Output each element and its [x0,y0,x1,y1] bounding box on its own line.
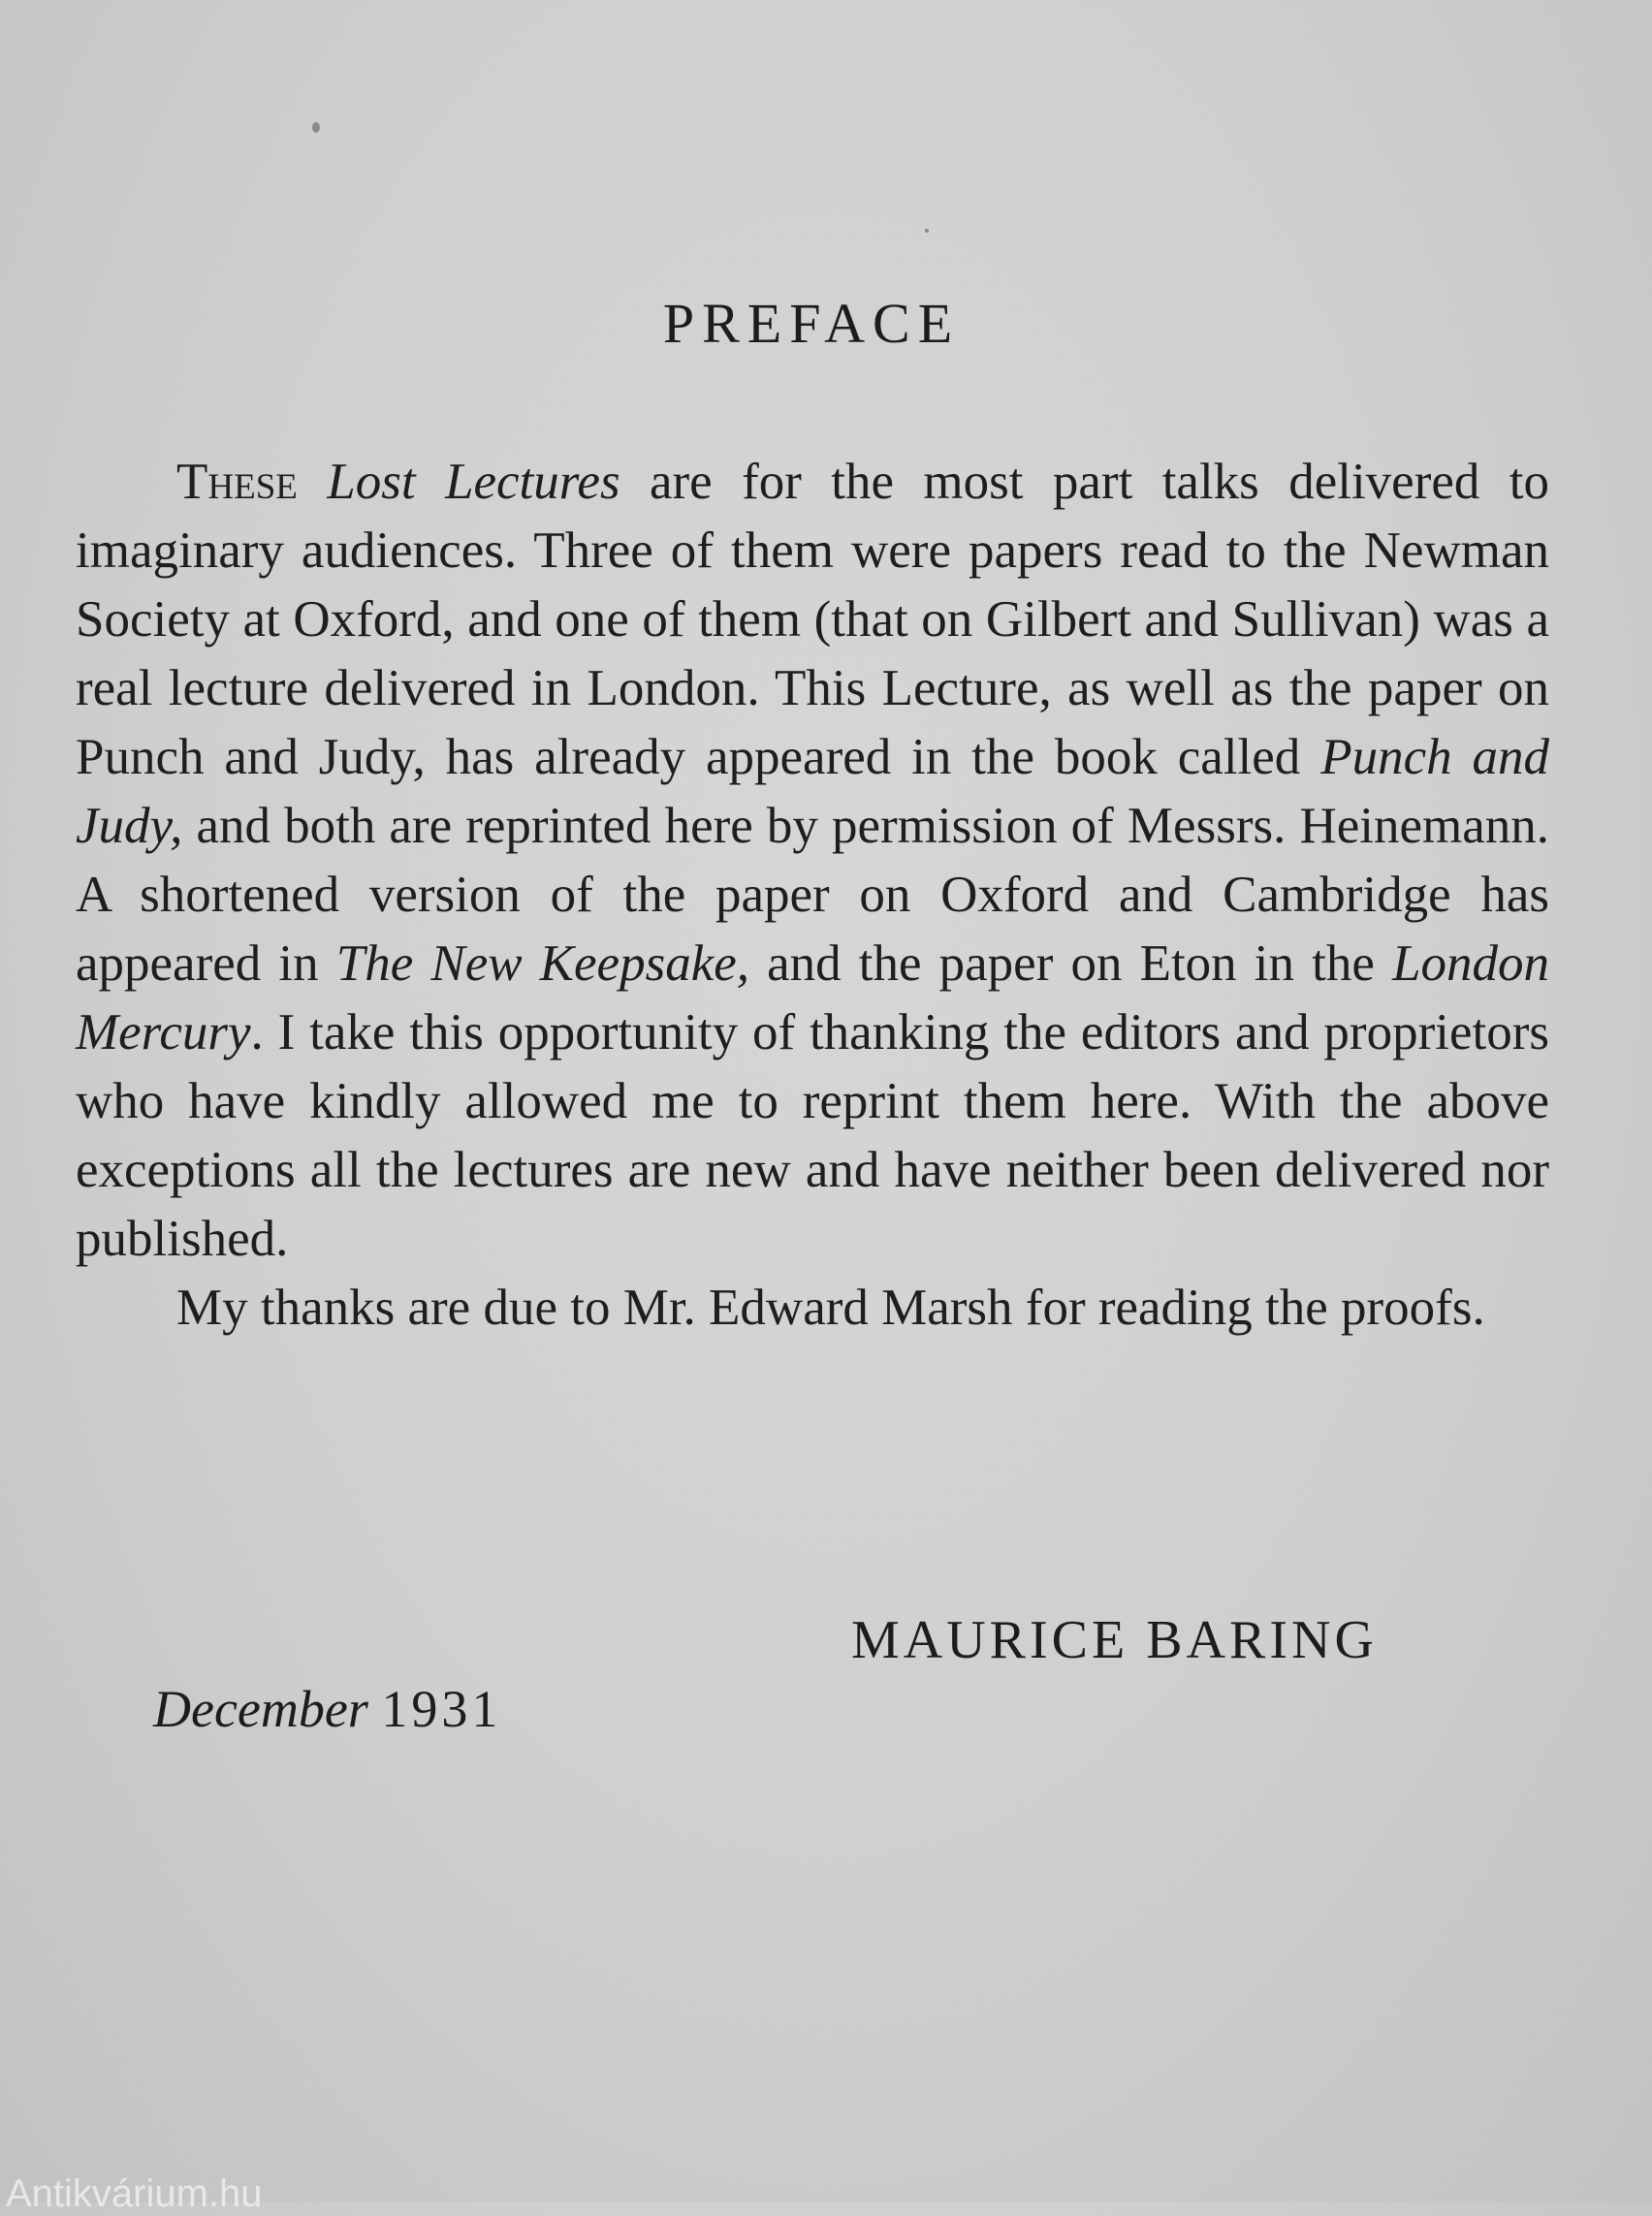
date-month: December [153,1680,368,1738]
preface-body [76,448,1549,1343]
author-signature: MAURICE BARING [851,1610,1378,1670]
paper-speck [312,122,320,133]
opening-word: These [176,454,298,510]
text-run [298,454,327,510]
date-year: 1931 [381,1680,502,1738]
preface-paragraph-1 [76,448,1549,1274]
text-run: are for the most part talks delivered to imaginary audiences. Three of them were papers read to the Newman Society at Oxford, and one of them (that on Gilbert and Sullivan) was a real lecture delivered in London. This Lecture, as well as the paper on Punch and Judy, has already appeared in the book called [76,454,1550,785]
paper-speck [925,229,929,233]
italic-title-lost-lectures: Lost Lectures [327,454,620,510]
italic-title-london-mercury: London Mercury [76,935,1550,1061]
preface-paragraph-2: My thanks are due to Mr. Edward Marsh for reading the proofs. [176,1280,1485,1336]
italic-title-new-keepsake: The New Keepsake, [335,935,750,992]
text-run: and both are reprinted here by permission of Messrs. Heinemann. A shortened version of the paper on Oxford and Cambridge has appeared in [76,798,1549,992]
text-run: and the paper on Eton in the [749,935,1393,992]
italic-title-punch-and-judy: Punch and Judy, [76,729,1549,854]
text-run: . I take this opportunity of thanking the editors and proprietors who have kindly allowed me to reprint them here. With the above exceptions all the lectures are new and have neither been delivered nor published. [76,1004,1549,1267]
page-title: PREFACE [662,292,961,355]
watermark: Antikvárium.hu [6,2172,263,2215]
date-line [153,1679,501,1739]
